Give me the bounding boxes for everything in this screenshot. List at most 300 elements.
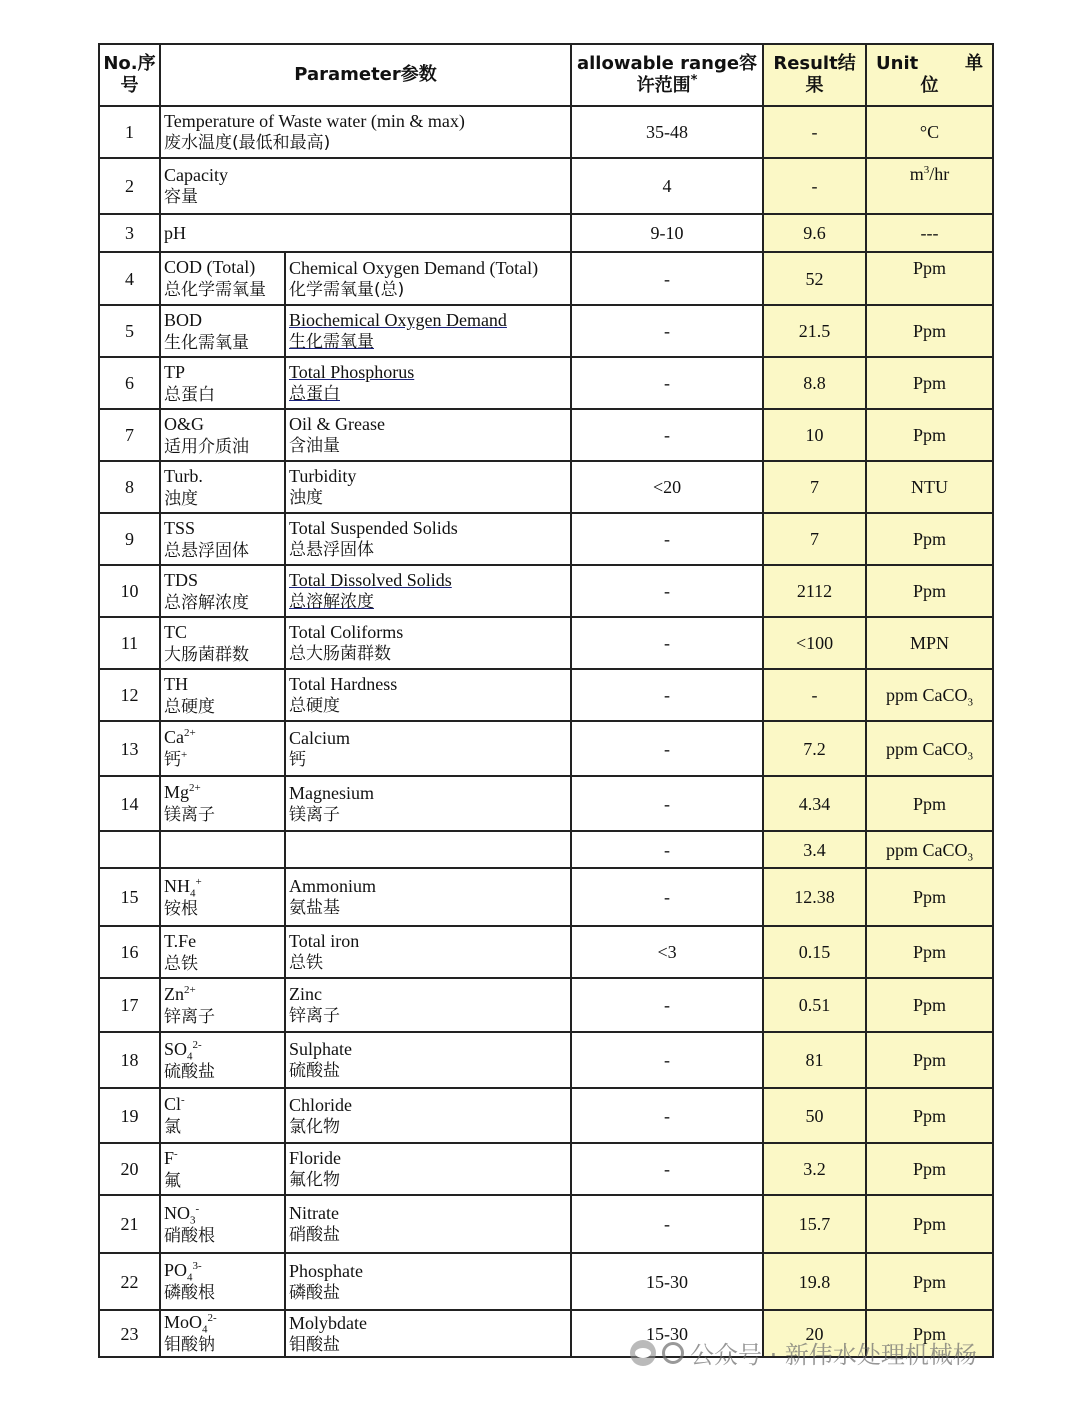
row-number	[99, 409, 160, 461]
header-range-zh: 许范围	[636, 75, 691, 96]
row-number-text: 3	[125, 223, 134, 243]
unit-text: Ppm	[913, 529, 947, 549]
abbr-en: O&G	[164, 413, 204, 434]
search-icon	[662, 1342, 684, 1364]
unit	[866, 1088, 993, 1143]
allowable-range	[571, 565, 763, 617]
allowable-range	[571, 1032, 763, 1088]
parameter-name-zh: 总大肠菌群数	[289, 644, 391, 664]
parameter-abbr	[160, 669, 285, 721]
parameter-name	[285, 252, 571, 305]
parameter-name-en: Temperature of Waste water (min & max)	[164, 111, 465, 131]
result	[763, 831, 866, 868]
allowable-range	[571, 305, 763, 357]
parameter-name-en: Molybdate	[289, 1312, 367, 1333]
table-row	[99, 926, 993, 978]
header-unit-zh2: 位	[920, 75, 939, 96]
result-value: 7	[810, 477, 820, 497]
row-number-text: 4	[125, 268, 134, 289]
row-number	[99, 305, 160, 357]
abbr-en: TDS	[164, 569, 199, 590]
parameter-name-zh: 总溶解浓度	[289, 592, 374, 612]
header-no-en: No.序	[103, 53, 156, 74]
abbr-en: NH	[164, 875, 190, 896]
row-number-text: 18	[120, 1050, 139, 1070]
abbr-zh: 总悬浮固体	[164, 540, 249, 561]
unit-text: ppm CaCO	[886, 738, 968, 759]
allowable-range-value: -	[664, 1159, 671, 1179]
row-number-text: 15	[120, 887, 139, 907]
allowable-range-value: -	[664, 839, 671, 860]
table-row	[99, 1195, 993, 1253]
abbr-sub: 3	[190, 1214, 196, 1227]
unit-text: Ppm	[913, 258, 947, 278]
result	[763, 926, 866, 978]
result-value: 4.34	[798, 793, 831, 814]
parameter-abbr	[160, 409, 285, 461]
unit-text: Ppm	[913, 942, 947, 962]
allowable-range	[571, 158, 763, 214]
parameter-name-en: Chloride	[289, 1094, 352, 1115]
row-number	[99, 513, 160, 565]
unit-text: ppm CaCO	[886, 839, 968, 860]
abbr-zh: 氟	[164, 1170, 181, 1191]
parameter-abbr	[160, 305, 285, 357]
row-number-text: 17	[120, 995, 139, 1015]
allowable-range	[571, 721, 763, 776]
header-result-en: Result结	[773, 53, 856, 74]
result-value: 7	[810, 529, 820, 549]
allowable-range-value: -	[664, 1214, 671, 1234]
parameter-name-zh: 浊度	[289, 488, 323, 508]
result-value: 2112	[796, 581, 833, 601]
parameter-abbr	[160, 565, 285, 617]
row-number	[99, 357, 160, 409]
row-number	[99, 1253, 160, 1310]
table-row	[99, 252, 993, 305]
table-body	[99, 106, 993, 1357]
result	[763, 978, 866, 1032]
table-row	[99, 461, 993, 513]
result-value: 10	[805, 425, 824, 445]
parameter-name-en: Total Coliforms	[289, 622, 404, 642]
allowable-range-value: -	[664, 633, 671, 653]
parameter-name	[285, 513, 571, 565]
abbr-en: TSS	[164, 517, 196, 538]
abbr-en: TC	[164, 621, 188, 642]
parameter-name	[285, 409, 571, 461]
table-row	[99, 214, 993, 252]
parameter-name-zh: 含油量	[289, 436, 340, 456]
abbr-sub: 4	[190, 887, 196, 900]
unit-text: ppm CaCO	[886, 685, 968, 705]
result-value: 50	[805, 1105, 824, 1126]
result	[763, 106, 866, 158]
row-number	[99, 617, 160, 669]
row-number-text: 22	[120, 1271, 139, 1292]
parameter-name-zh: 磷酸盐	[289, 1282, 340, 1303]
parameter-name-en: Turbidity	[289, 466, 357, 486]
allowable-range-value: -	[664, 425, 671, 445]
table-row	[99, 868, 993, 926]
row-number-text: 10	[120, 581, 139, 601]
parameter-name-zh: 总硬度	[289, 696, 340, 716]
parameter-name	[285, 868, 571, 926]
row-number	[99, 776, 160, 831]
table-row	[99, 831, 993, 868]
result	[763, 868, 866, 926]
parameter-name-en: Biochemical Oxygen Demand	[289, 310, 507, 330]
header-result	[763, 44, 866, 106]
parameter-name	[285, 669, 571, 721]
abbr-sup: -	[174, 1147, 178, 1160]
row-number-text: 13	[120, 738, 139, 759]
watermark-text: 公众号 · 新伟水处理机械杨	[690, 1341, 977, 1369]
unit-text: NTU	[911, 477, 949, 497]
parameter-abbr	[160, 1088, 285, 1143]
abbr-en: TH	[164, 673, 188, 694]
row-number	[99, 565, 160, 617]
parameter-abbr	[160, 357, 285, 409]
allowable-range-value: <20	[652, 477, 682, 497]
row-number	[99, 669, 160, 721]
allowable-range	[571, 409, 763, 461]
row-number-text: 20	[120, 1159, 139, 1179]
parameter-name-zh: 总悬浮固体	[289, 540, 374, 560]
row-number	[99, 106, 160, 158]
abbr-en: SO	[164, 1038, 188, 1059]
allowable-range-value: -	[664, 738, 671, 759]
parameter-abbr	[160, 1253, 285, 1310]
abbr-en: Ca	[164, 727, 184, 747]
abbr-sub: 4	[187, 1050, 193, 1063]
unit	[866, 978, 993, 1032]
table-row	[99, 669, 993, 721]
result	[763, 214, 866, 252]
parameter-name-zh: 总蛋白	[289, 384, 340, 404]
header-no-zh: 号	[120, 75, 139, 96]
parameter-name-zh: 容量	[164, 187, 198, 207]
parameter-name	[285, 1032, 571, 1088]
abbr-sup: -	[195, 1202, 200, 1215]
abbr-sup: 2+	[189, 782, 201, 794]
row-number	[99, 252, 160, 305]
abbr-en: BOD	[164, 309, 203, 330]
abbr-sup: 3-	[192, 1260, 202, 1272]
allowable-range-value: 9-10	[650, 223, 684, 243]
row-number	[99, 1310, 160, 1357]
allowable-range-value: 15-30	[646, 1271, 689, 1292]
abbr-en: Cl	[164, 1094, 182, 1114]
row-number	[99, 1195, 160, 1253]
parameter-name	[285, 1088, 571, 1143]
result	[763, 1032, 866, 1088]
allowable-range-value: -	[664, 793, 671, 814]
row-number-text: 16	[120, 942, 139, 962]
allowable-range-value: -	[664, 685, 671, 705]
unit	[866, 461, 993, 513]
row-number-text: 2	[125, 176, 134, 196]
result-value: 19.8	[798, 1271, 831, 1292]
table-row	[99, 1032, 993, 1088]
parameter-name-zh: 硝酸盐	[289, 1225, 340, 1245]
table-row	[99, 1088, 993, 1143]
parameter-name-en: Nitrate	[289, 1203, 339, 1223]
abbr-zh: 钼酸钠	[164, 1335, 215, 1355]
unit	[866, 1143, 993, 1195]
allowable-range	[571, 617, 763, 669]
parameter-name	[285, 565, 571, 617]
parameter-name-en: Capacity	[164, 165, 228, 185]
allowable-range-value: -	[664, 529, 671, 549]
parameter-name	[285, 617, 571, 669]
table-row	[99, 1143, 993, 1195]
parameter-name-en: Magnesium	[289, 782, 374, 803]
header-unit-en: Unit	[876, 53, 919, 74]
row-number-text: 23	[120, 1323, 139, 1344]
unit-text: Ppm	[913, 373, 947, 393]
parameter-abbr	[160, 721, 285, 776]
parameter-name-en: Calcium	[289, 727, 350, 748]
parameter-name-zh: 废水温度(最低和最高)	[164, 133, 331, 153]
unit-text: Ppm	[913, 1159, 947, 1179]
abbr-sup: 2-	[192, 1038, 202, 1051]
table-row	[99, 158, 993, 214]
unit-text: Ppm	[913, 995, 947, 1015]
unit	[866, 831, 993, 868]
abbr-sub: 4	[202, 1323, 208, 1336]
table-row	[99, 513, 993, 565]
unit-sub: 3	[967, 750, 974, 763]
parameter-abbr	[160, 868, 285, 926]
allowable-range	[571, 106, 763, 158]
allowable-range-value: <3	[657, 942, 677, 962]
result	[763, 1253, 866, 1310]
parameter-name-en: pH	[164, 223, 186, 243]
result-value: 0.51	[798, 995, 831, 1015]
abbr-zh: 钙	[164, 750, 181, 770]
unit	[866, 357, 993, 409]
abbr-zh: 氯	[164, 1117, 181, 1137]
parameter-name-en: Total iron	[289, 931, 360, 951]
unit-text: ---	[920, 223, 939, 243]
unit-text: °C	[919, 122, 940, 142]
watermark	[630, 1335, 977, 1370]
parameter-name-zh: 生化需氧量	[289, 332, 374, 352]
result	[763, 721, 866, 776]
parameter-abbr	[160, 513, 285, 565]
parameter-name-zh: 总铁	[289, 953, 323, 973]
unit	[866, 1253, 993, 1310]
parameter-abbr	[160, 978, 285, 1032]
row-number	[99, 1143, 160, 1195]
abbr-sup: 2+	[184, 983, 196, 996]
unit	[866, 721, 993, 776]
result-value: 3.2	[803, 1159, 826, 1179]
allowable-range	[571, 1088, 763, 1143]
unit	[866, 252, 993, 305]
table-row	[99, 565, 993, 617]
allowable-range	[571, 513, 763, 565]
table-row	[99, 357, 993, 409]
header-unit	[866, 44, 993, 106]
unit-text: Ppm	[913, 793, 947, 814]
abbr-zh: 总蛋白	[164, 384, 215, 405]
parameter-name-zh: 氯化物	[289, 1116, 340, 1137]
unit	[866, 565, 993, 617]
allowable-range-value: -	[664, 268, 671, 289]
unit-text: Ppm	[913, 581, 947, 601]
parameter-name	[285, 831, 571, 868]
row-number	[99, 926, 160, 978]
abbr-zh: 硝酸根	[164, 1225, 215, 1246]
parameter-name-zh: 镁离子	[289, 804, 340, 825]
parameter-full	[160, 214, 571, 252]
header-parameter: Parameter参数	[160, 44, 571, 106]
parameter-abbr	[160, 1195, 285, 1253]
abbr-en: Turb.	[164, 465, 203, 486]
allowable-range	[571, 1143, 763, 1195]
parameter-abbr	[160, 831, 285, 868]
parameter-abbr	[160, 776, 285, 831]
parameter-name-en: Phosphate	[289, 1260, 363, 1281]
parameter-name	[285, 721, 571, 776]
result	[763, 617, 866, 669]
abbr-zh: 总化学需氧量	[164, 280, 266, 300]
parameter-name-zh: 钼酸盐	[289, 1334, 340, 1355]
abbr-zh: 硫酸盐	[164, 1061, 215, 1082]
unit	[866, 1032, 993, 1088]
allowable-range-value: -	[664, 581, 671, 601]
row-number-text: 5	[125, 321, 134, 341]
row-number-text: 19	[120, 1105, 139, 1126]
parameter-abbr	[160, 461, 285, 513]
result	[763, 461, 866, 513]
unit	[866, 305, 993, 357]
allowable-range	[571, 669, 763, 721]
allowable-range	[571, 1253, 763, 1310]
abbr-zh: 适用介质油	[164, 436, 249, 457]
parameter-name	[285, 461, 571, 513]
parameter-name-en: Ammonium	[289, 876, 377, 896]
table-row	[99, 978, 993, 1032]
table-row	[99, 1253, 993, 1310]
parameter-name	[285, 1310, 571, 1357]
parameter-name-en: Oil & Grease	[289, 414, 385, 434]
abbr-zh: 总溶解浓度	[164, 592, 249, 613]
unit-tail: /hr	[929, 164, 950, 184]
result	[763, 1088, 866, 1143]
parameter-name-en: Chemical Oxygen Demand (Total)	[289, 257, 539, 278]
result-value: 15.7	[798, 1214, 831, 1234]
result-value: <100	[795, 633, 834, 653]
allowable-range-value: 15-30	[646, 1323, 689, 1344]
result	[763, 409, 866, 461]
allowable-range-value: 4	[662, 176, 672, 196]
abbr-zh: 镁离子	[164, 805, 215, 825]
result	[763, 776, 866, 831]
abbr-en: TP	[164, 361, 186, 382]
unit	[866, 158, 993, 214]
row-number	[99, 158, 160, 214]
parameter-name	[285, 1143, 571, 1195]
allowable-range	[571, 214, 763, 252]
abbr-en: COD (Total)	[164, 257, 256, 277]
allowable-range	[571, 357, 763, 409]
row-number-text: 21	[120, 1214, 139, 1234]
abbr-zh: 锌离子	[164, 1006, 215, 1027]
unit	[866, 776, 993, 831]
unit-text: Ppm	[913, 887, 947, 907]
allowable-range	[571, 978, 763, 1032]
unit-text: Ppm	[913, 321, 947, 341]
result	[763, 158, 866, 214]
unit-text: Ppm	[913, 1271, 947, 1292]
header-range-mark: *	[690, 73, 698, 88]
row-number	[99, 1088, 160, 1143]
parameter-name-en: Sulphate	[289, 1039, 352, 1059]
unit	[866, 106, 993, 158]
parameter-name	[285, 978, 571, 1032]
parameter-name-zh: 氟化物	[289, 1170, 340, 1190]
unit	[866, 513, 993, 565]
row-number	[99, 978, 160, 1032]
unit-text: MPN	[910, 633, 950, 653]
unit	[866, 669, 993, 721]
wechat-logo-icon	[630, 1340, 656, 1366]
parameter-full	[160, 158, 571, 214]
allowable-range	[571, 926, 763, 978]
row-number-text: 8	[125, 477, 134, 497]
parameter-name-en: Total Dissolved Solids	[289, 570, 452, 590]
parameter-name	[285, 926, 571, 978]
table-row	[99, 305, 993, 357]
result-value: 3.4	[803, 839, 826, 860]
abbr-en: T.Fe	[164, 930, 197, 951]
row-number	[99, 214, 160, 252]
result-value: 7.2	[803, 738, 826, 759]
abbr-en: PO	[164, 1260, 188, 1280]
row-number	[99, 461, 160, 513]
abbr-sup: -	[181, 1094, 185, 1106]
unit-text: Ppm	[913, 1105, 947, 1126]
parameter-name	[285, 305, 571, 357]
header-no	[99, 44, 160, 106]
result-value: 9.6	[803, 223, 826, 243]
parameter-abbr	[160, 1310, 285, 1357]
abbr-en: Zn	[164, 983, 184, 1004]
unit-sup: 3	[923, 164, 930, 176]
parameter-name-zh: 锌离子	[289, 1006, 340, 1026]
parameter-abbr	[160, 1143, 285, 1195]
unit-text: Ppm	[913, 1323, 947, 1344]
header-row	[99, 44, 993, 106]
abbr-sub: 4	[187, 1271, 193, 1284]
result-value: 20	[805, 1323, 824, 1344]
parameter-name-zh: 化学需氧量(总)	[289, 279, 405, 300]
row-number-text: 9	[125, 529, 134, 549]
result-value: 8.8	[803, 373, 826, 393]
result-value: 21.5	[798, 321, 831, 341]
result	[763, 357, 866, 409]
allowable-range-value: -	[664, 321, 671, 341]
result	[763, 305, 866, 357]
abbr-sup: 2-	[207, 1312, 217, 1324]
row-number-text: 11	[120, 633, 139, 653]
parameter-name-en: Total Phosphorus	[289, 362, 415, 382]
row-number	[99, 868, 160, 926]
unit-sub: 3	[967, 851, 974, 864]
